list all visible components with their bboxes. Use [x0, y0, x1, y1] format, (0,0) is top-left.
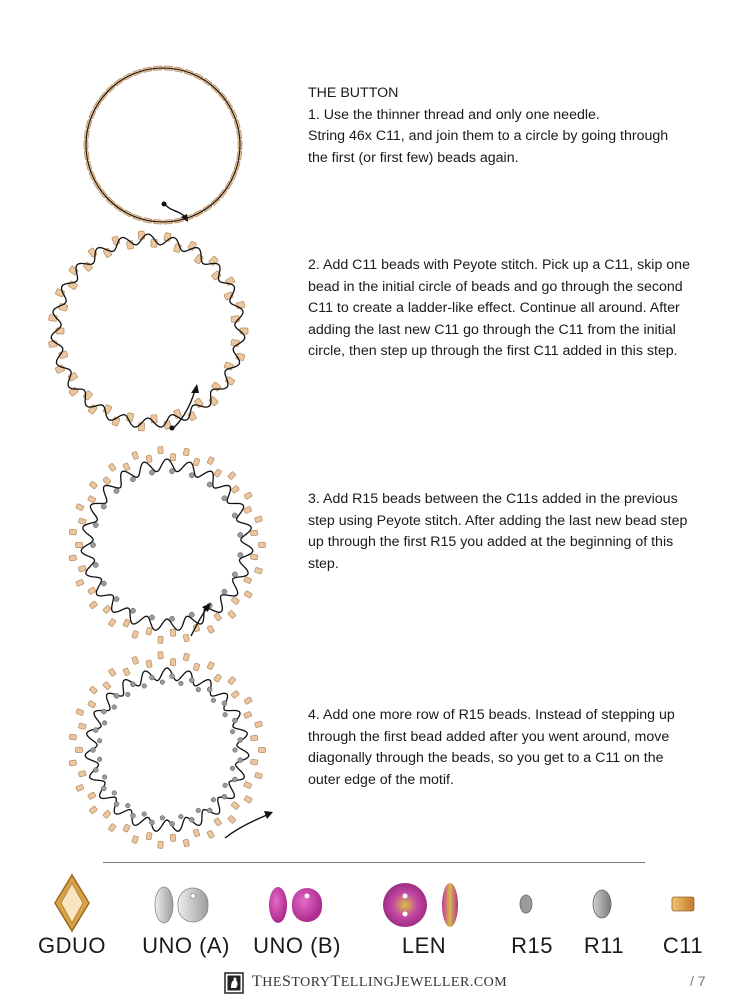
step1-line3: the first (or first few) beads again. [308, 149, 519, 166]
gduo-bead-icon [52, 873, 92, 933]
c11-bead [231, 596, 240, 604]
step1-line2: String 46x C11, and join them to a circle by going through [308, 128, 669, 144]
c11-bead [193, 829, 200, 837]
c11-bead [89, 481, 98, 489]
c11-bead [69, 555, 77, 561]
r15-bead [222, 794, 227, 799]
r15-bead [169, 469, 174, 474]
c11-bead [254, 567, 262, 574]
storyteller-logo-icon [224, 972, 244, 994]
r15-bead [207, 482, 212, 487]
r15-bead [130, 608, 135, 613]
r15-bead [149, 470, 154, 475]
r15-bead [222, 496, 227, 501]
c11-bead [49, 341, 58, 348]
step1-arrow [164, 203, 186, 218]
c11-bead [250, 554, 258, 560]
r15-bead [93, 522, 98, 527]
r15-bead [101, 504, 106, 509]
step2-line5: circle, then step up through the first C11 added in this step. [308, 343, 678, 359]
r15-bead [179, 814, 184, 819]
r15-bead [142, 812, 147, 817]
r15-bead [222, 589, 227, 594]
r15-bead [114, 802, 119, 807]
c11-bead [214, 613, 222, 622]
c11-bead [259, 543, 266, 548]
c11-bead [228, 676, 236, 685]
r15-bead [238, 552, 243, 557]
c11-bead [254, 772, 262, 779]
c11-bead [244, 576, 252, 583]
c11-bead [193, 458, 200, 466]
r15-bead [238, 758, 243, 763]
legend-label-len: LEN [401, 933, 447, 958]
r15-bead [207, 687, 212, 692]
r15-bead [112, 791, 117, 796]
c11-bead [89, 806, 98, 814]
step3-line1: 3. Add R15 beads between the C11s added in the previous [308, 491, 678, 507]
step2-line3: C11 to create a ladder-like effect. Continue all around. After [308, 300, 680, 316]
r15-bead [149, 820, 154, 825]
c11-bead [146, 455, 152, 463]
c11-bead [170, 834, 175, 841]
c11-bead [56, 328, 64, 334]
c11-bead [108, 668, 116, 677]
page-number: / 7 [690, 973, 706, 989]
c11-bead [231, 485, 240, 493]
c11-bead [76, 503, 84, 510]
c11-bead [89, 601, 98, 609]
r15-bead [130, 477, 135, 482]
step1-title: THE BUTTON [308, 85, 399, 101]
r15-bead [232, 718, 237, 723]
r15-bead [189, 473, 194, 478]
c11-bead [76, 748, 83, 753]
c11-bead [132, 656, 139, 664]
c11-bead [83, 390, 93, 400]
c11-bead [158, 841, 163, 848]
r15-bead [93, 767, 98, 772]
bead-legend [0, 870, 750, 965]
step3-line4: step. [308, 555, 339, 572]
legend-label-uno-a: UNO (A) [142, 933, 230, 958]
r15-bead [97, 757, 102, 762]
r15-bead [97, 738, 102, 743]
r15-bead [169, 616, 174, 621]
c11-bead [158, 447, 163, 454]
c11-bead [228, 815, 236, 824]
step4-line1: 4. Add one more row of R15 beads. Instead of stepping up [308, 707, 675, 723]
r15-bead [114, 693, 119, 698]
r15-bead [125, 803, 130, 808]
c11-bead [250, 759, 258, 765]
c11-bead [123, 619, 131, 628]
r15-bead [230, 766, 235, 771]
r15-bead [170, 821, 175, 826]
c11-bead [170, 659, 175, 666]
r15-bead [233, 748, 238, 753]
r15-bead [223, 783, 228, 788]
legend-label-uno-b: UNO (B) [253, 933, 341, 958]
step1-text [308, 83, 728, 169]
legend-label-r15: R15 [511, 933, 553, 958]
c11-bead [88, 495, 97, 503]
r15-bead [238, 737, 243, 742]
c11-bead [244, 590, 253, 598]
uno-b-bead-icon [266, 885, 328, 925]
step1-line1: 1. Use the thinner thread and only one needle. [308, 106, 600, 123]
r15-bead [189, 678, 194, 683]
r15-bead [130, 813, 135, 818]
c11-bead [183, 839, 189, 847]
r15-bead [93, 728, 98, 733]
r15-bead [160, 680, 165, 685]
c11-bead [259, 748, 266, 753]
r15-bead [189, 817, 194, 822]
r15-bead [130, 682, 135, 687]
r15-bead [189, 612, 194, 617]
c11-bead [103, 605, 111, 614]
c11-bead [108, 823, 116, 832]
c11-bead [103, 810, 111, 819]
c11-bead [158, 652, 163, 659]
r15-bead [91, 748, 96, 753]
c11-bead [207, 456, 215, 465]
step3-line3: up through the first R15 you added at the beginning of this [308, 534, 674, 550]
step2-needle-dot [170, 426, 175, 431]
step3-diagram [55, 440, 275, 660]
r15-bead [90, 542, 95, 547]
r15-bead [114, 596, 119, 601]
step2-arrowhead [191, 384, 199, 393]
r15-bead [114, 488, 119, 493]
c11-bead [244, 697, 253, 705]
legend-label-c11: C11 [662, 933, 704, 958]
c11-bead [244, 781, 252, 788]
c11-bead [183, 448, 189, 456]
c11-bead [69, 734, 77, 740]
c11-bead [254, 721, 262, 728]
r15-bead [179, 681, 184, 686]
legend-label-gduo: GDUO [38, 933, 106, 958]
c11-bead [214, 674, 222, 683]
r15-bead [232, 513, 237, 518]
step2-line4: adding the last new C11 go through the C11 from the initial [308, 321, 676, 338]
r15-bead [238, 532, 243, 537]
c11-bead [76, 579, 84, 586]
c11-bead [207, 661, 215, 670]
r15-bead [93, 562, 98, 567]
r15-bead [149, 615, 154, 620]
r15-bead [101, 581, 106, 586]
step4-line4: outer edge of the motif. [308, 771, 454, 788]
uno-a-bead-icon [152, 885, 214, 925]
r11-bead-icon [592, 889, 612, 919]
r15-bead [112, 705, 117, 710]
c11-bead [123, 824, 131, 833]
c11-bead [132, 451, 139, 459]
c11-bead [183, 634, 189, 642]
c11-bead [254, 516, 262, 523]
thread-path [85, 668, 249, 831]
step4-diagram [55, 650, 285, 860]
r15-bead [196, 808, 201, 813]
c11-bead [89, 686, 98, 694]
c11-bead [88, 792, 97, 800]
step3-arrow [191, 608, 207, 636]
c11-bead [78, 518, 86, 525]
step1-needle-dot [162, 202, 167, 207]
c11-bead [244, 492, 253, 500]
c11-bead [108, 463, 116, 472]
step2-line1: 2. Add C11 beads with Peyote stitch. Pick up a C11, skip one [308, 257, 690, 273]
r15-bead [232, 777, 237, 782]
c11-bead [146, 832, 152, 840]
r15-bead [170, 674, 175, 679]
c11-bead [228, 610, 236, 619]
c11-bead [170, 454, 175, 461]
c11-bead [250, 735, 258, 741]
c11-bead [123, 668, 131, 677]
c11-bead [103, 476, 111, 485]
step1-diagram [60, 30, 280, 240]
r15-bead [232, 572, 237, 577]
c11-bead [78, 565, 86, 572]
c11-bead [250, 530, 258, 536]
r15-bead [211, 797, 216, 802]
c11-bead [69, 760, 77, 766]
c11-bead [244, 506, 252, 513]
step4-text [308, 705, 728, 791]
c11-bead [103, 681, 111, 690]
r15-bead [102, 721, 107, 726]
step4-line3: diagonally through the beads, so you get to a C11 on the [308, 750, 664, 766]
c11-bead [146, 627, 152, 635]
step4-line2: through the first bead added after you went around, move [308, 728, 670, 745]
r15-bead [142, 684, 147, 689]
c11-bead [78, 770, 86, 777]
r15-bead [102, 775, 107, 780]
r15-bead [101, 786, 106, 791]
c11-bead [170, 629, 175, 636]
r15-bead [207, 808, 212, 813]
r15-bead [160, 816, 165, 821]
r15-bead [230, 729, 235, 734]
legend-label-r11: R11 [583, 933, 625, 958]
len-bead-icon [380, 880, 465, 930]
c11-bead [244, 711, 252, 718]
step2-diagram [40, 218, 270, 448]
c11-bead [158, 636, 163, 643]
c11-bead [244, 795, 253, 803]
r15-bead [196, 687, 201, 692]
c11-bead [214, 469, 222, 478]
c11-bead [78, 723, 86, 730]
r15-bead-icon [518, 894, 534, 914]
c11-bead [76, 543, 83, 548]
r15-bead [101, 709, 106, 714]
c11-bead [214, 818, 222, 827]
r15-bead [125, 692, 130, 697]
c11-bead [207, 625, 215, 634]
c11-bead [76, 784, 84, 791]
c11-bead [123, 463, 131, 472]
c11-bead [69, 529, 77, 535]
r15-bead [222, 701, 227, 706]
c11-bead [183, 653, 189, 661]
thread-path [51, 234, 245, 427]
c11-bead [108, 618, 116, 627]
c11-bead [151, 239, 158, 247]
c11-bead [88, 700, 97, 708]
c11-bead [132, 630, 139, 638]
r15-bead [149, 675, 154, 680]
c11-bead [88, 587, 97, 595]
footer-site-name[interactable]: THESTORYTELLINGJEWELLER.COM [252, 973, 508, 990]
r15-bead [211, 698, 216, 703]
c11-bead [193, 663, 200, 671]
c11-bead [146, 660, 152, 668]
step2-line2: bead in the initial circle of beads and go through the second [308, 278, 683, 295]
r15-bead [223, 712, 228, 717]
step3-line2: step using Peyote stitch. After adding the last new bead step [308, 512, 688, 529]
c11-bead [76, 708, 84, 715]
c11-bead [132, 835, 139, 843]
c11-bead [228, 471, 236, 480]
c11-bead [231, 801, 240, 809]
c11-bead [240, 328, 248, 334]
step3-text [308, 489, 728, 575]
c11-bead [231, 690, 240, 698]
divider [103, 862, 645, 863]
c11-bead [138, 231, 145, 239]
c11-bead-icon [671, 896, 695, 912]
c11-bead [207, 830, 215, 839]
step2-text [308, 255, 728, 363]
